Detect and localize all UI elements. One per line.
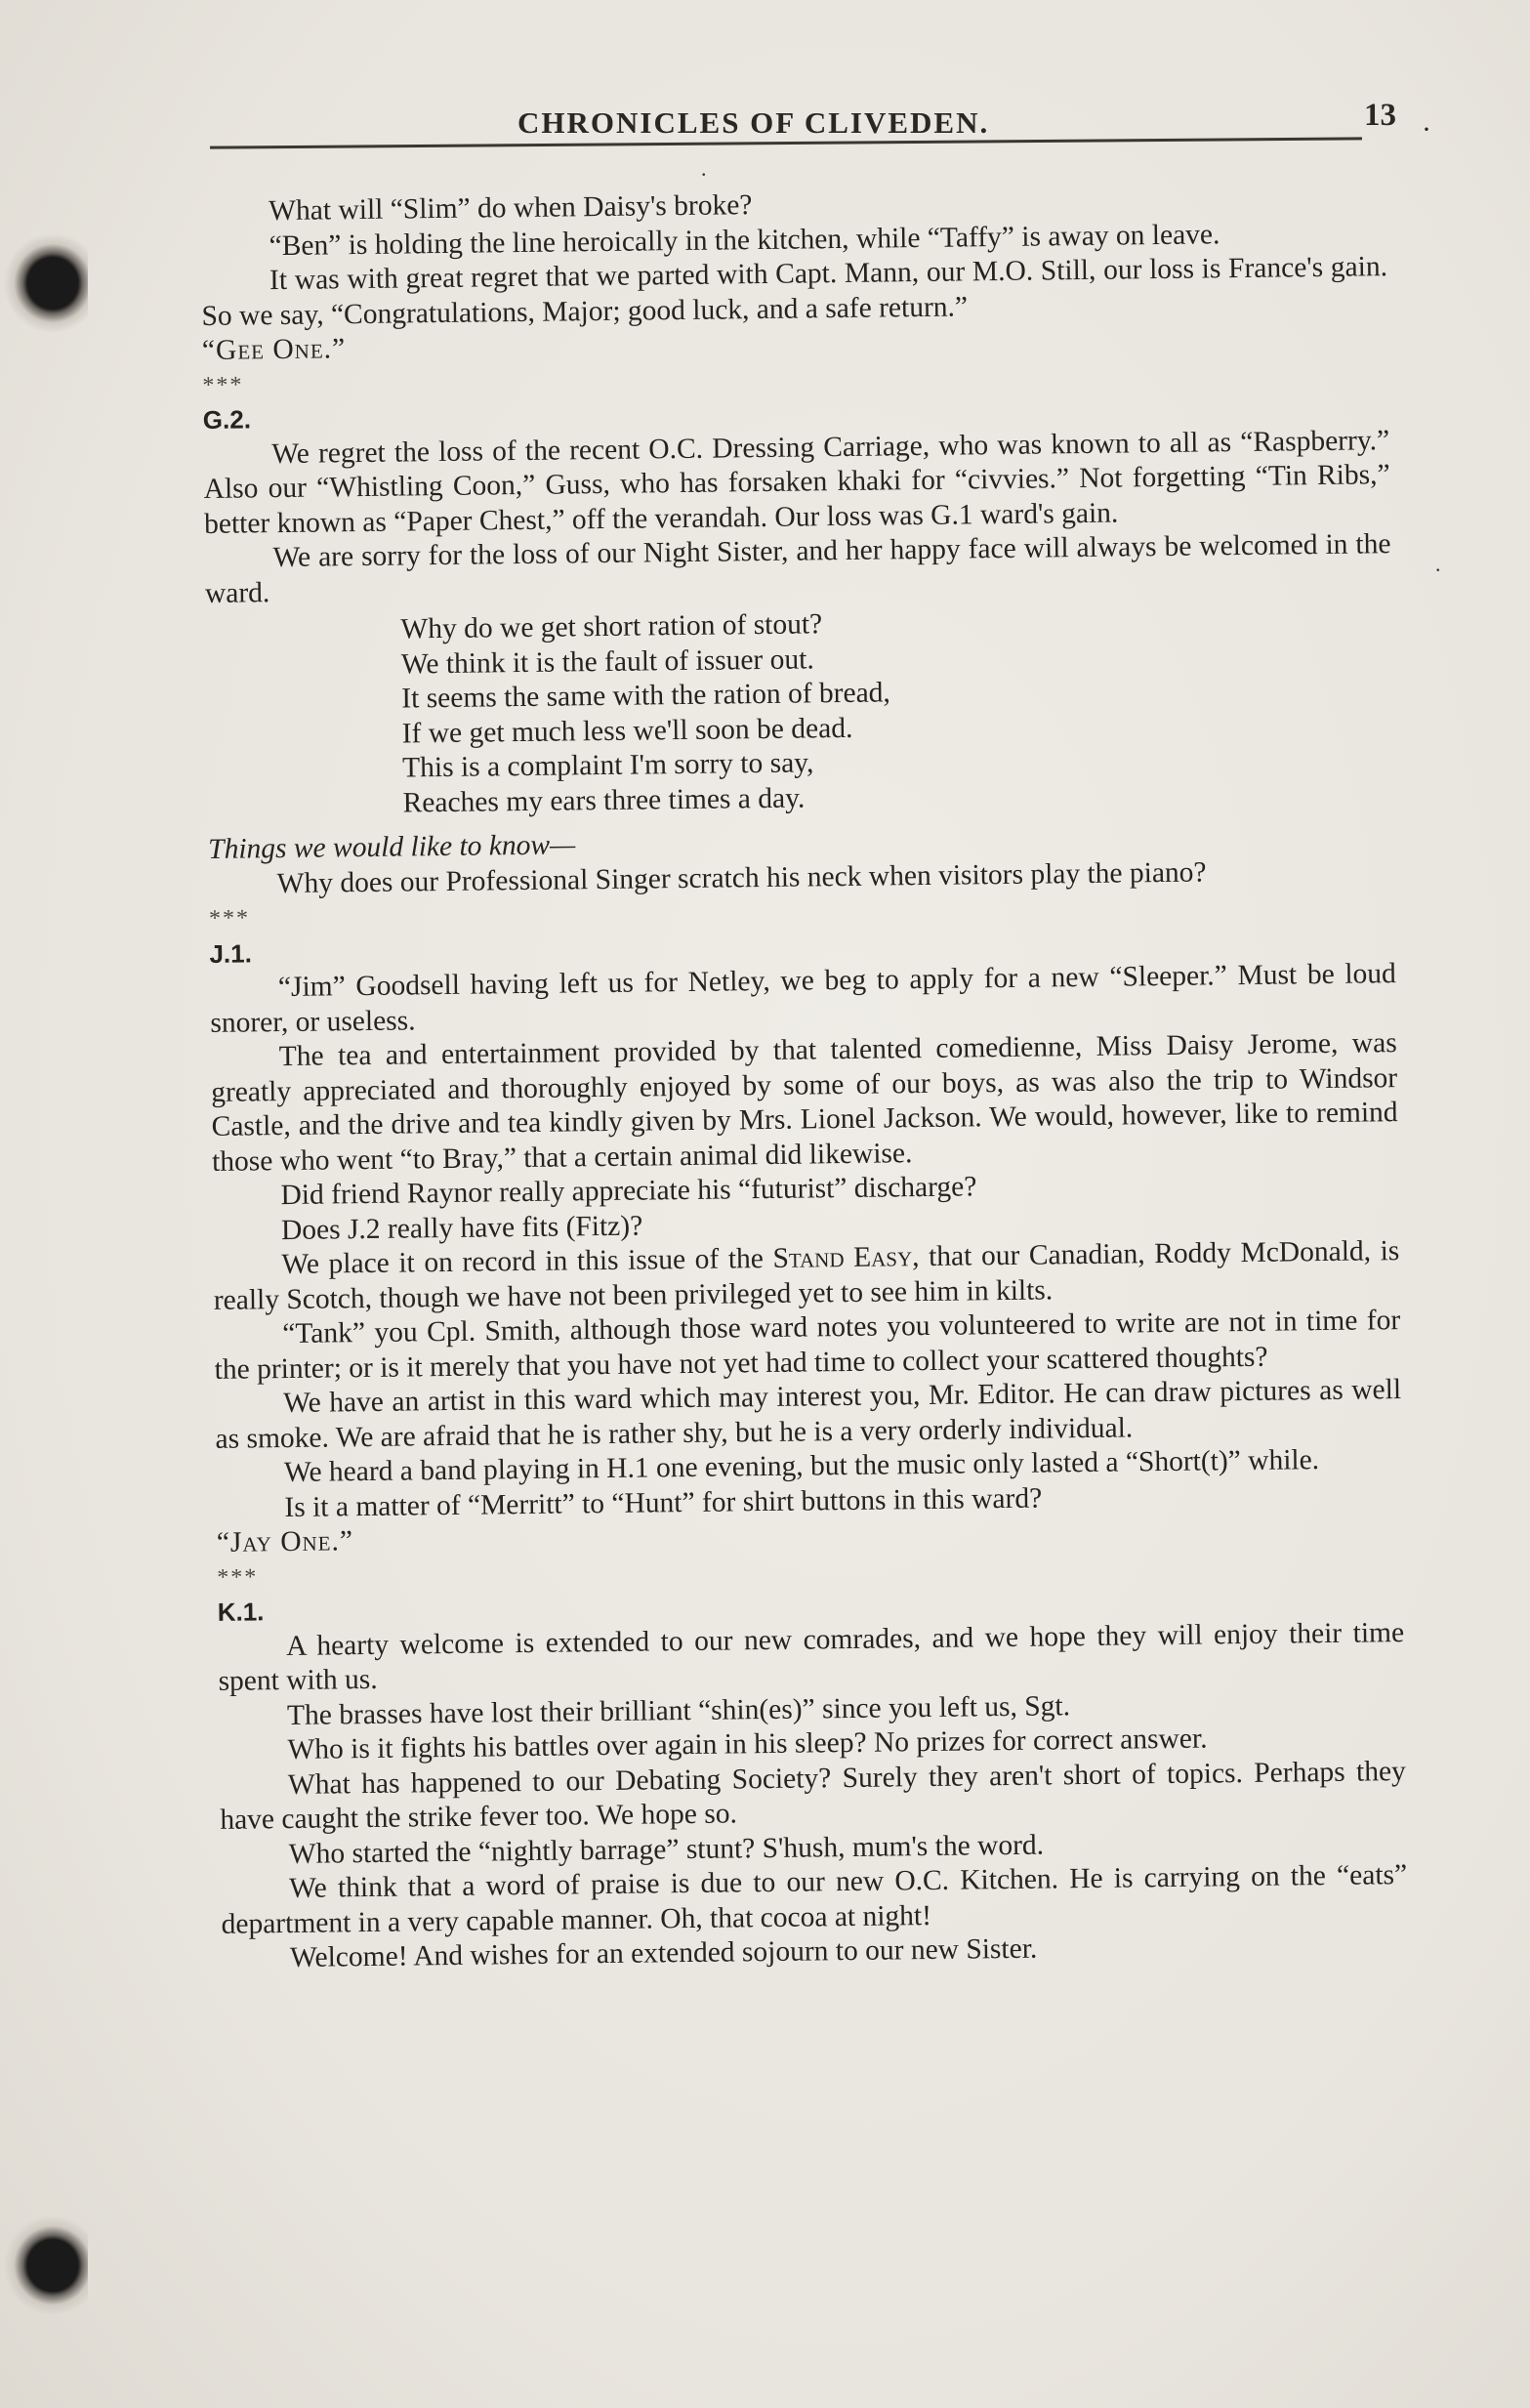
section-separator: ***	[202, 371, 244, 398]
ink-speck: .	[1435, 552, 1441, 576]
paragraph: The brasses have lost their brilliant “shin(es)” since you left us, Sgt.	[286, 1689, 1071, 1731]
paragraph: A hearty welcome is extended to our new comrades, and we hope they will enjoy their time spent with us.	[218, 1616, 1405, 1697]
paragraph: Why does our Professional Singer scratch his neck when visitors play the piano?	[276, 855, 1207, 899]
paragraph: We heard a band playing in H.1 one evening, but the music only lasted a “Short(t)” while.	[283, 1444, 1320, 1489]
section-heading-g2: G.2.	[202, 404, 252, 435]
paragraph: “Ben” is holding the line heroically in the kitchen, while “Taffy” is away on leave.	[269, 218, 1220, 262]
paragraph: We regret the loss of the recent O.C. Dressing Carriage, who was known to all as “Raspberry.” Also our “Whistling Coon,” Guss, who has forsaken khaki for “civvies.” Not forgetting “Tin Ribs,” better known as “Paper Chest,” off the verandah. Our loss was G.1 ward's gain.	[203, 424, 1390, 540]
things-heading: Things we would like to know—	[207, 829, 576, 865]
section-heading-k1: K.1.	[217, 1597, 265, 1627]
paragraph: We think that a word of praise is due to our new O.C. Kitchen. He is carrying on the “eats” department in a very capable manner. Oh, that cocoa at night!	[221, 1859, 1408, 1940]
paragraph: “Tank” you Cpl. Smith, although those ward notes you volunteered to write are not in time for the printer; or is it merely that you have not yet had time to collect your scattered thoughts?	[214, 1305, 1401, 1386]
paragraph: Who is it fights his battles over again in his sleep? No prizes for correct answer.	[287, 1723, 1208, 1766]
poem-line: Why do we get short ration of stout?	[400, 608, 823, 645]
paragraph: Who started the “nightly barrage” stunt? S'hush, mum's the word.	[288, 1829, 1045, 1870]
paragraph: Does J.2 really have fits (Fitz)?	[280, 1210, 643, 1246]
paragraph: What has happened to our Debating Society? Surely they aren't short of topics. Perhaps they have caught the strike fever too. We hope so.	[220, 1755, 1407, 1836]
section-heading-j1: J.1.	[209, 937, 253, 969]
text-run: , that our Canadian, Roddy McDonald, is really Scotch, though we have not been privileged yet to see him in kilts.	[213, 1235, 1400, 1316]
poem-line: This is a complaint I'm sorry to say,	[401, 747, 814, 784]
header-dot: ·	[1422, 113, 1431, 145]
poem-line: We think it is the fault of issuer out.	[400, 643, 814, 681]
paragraph: It was with great regret that we parted with Capt. Mann, our M.O. Still, our loss is France's gain. So we say, “Congratulations, Major; good luck, and a safe return.”	[201, 251, 1388, 332]
poem	[400, 601, 1394, 820]
page-number: 13	[1364, 98, 1396, 133]
punch-hole-bottom	[0, 2212, 88, 2319]
signature-gee-one: “Gee One.”	[201, 333, 347, 366]
poem-line: It seems the same with the ration of bread,	[401, 677, 891, 715]
article-body	[200, 181, 1408, 1976]
paragraph: “Jim” Goodsell having left us for Netley, we beg to apply for a new “Sleeper.” Must be loud snorer, or useless.	[210, 958, 1397, 1039]
punch-hole-top	[0, 229, 88, 337]
paragraph: Is it a matter of “Merritt” to “Hunt” for shirt buttons in this ward?	[284, 1482, 1043, 1523]
paragraph: We have an artist in this ward which may interest you, Mr. Editor. He can draw pictures as well as smoke. We are afraid that he is rather shy, but he is a very orderly individual.	[215, 1374, 1402, 1455]
signature-jay-one: “Jay One.”	[216, 1525, 354, 1558]
poem-line: Reaches my ears three times a day.	[402, 781, 806, 819]
running-title: CHRONICLES OF CLIVEDEN.	[517, 105, 990, 140]
section-separator: ***	[208, 905, 251, 932]
paragraph: We are sorry for the loss of our Night Sister, and her happy face will always be welcomed in the ward.	[204, 528, 1391, 609]
text-run: We place it on record in this issue of the	[281, 1242, 773, 1281]
ink-speck: .	[701, 156, 707, 181]
paragraph: The tea and entertainment provided by that talented comedienne, Miss Daisy Jerome, was greatly appreciated and thoroughly enjoyed by some of our boys, as was also the trip to Windsor Castle, and the drive and tea kindly given by Mrs. Lionel Jackson. We would, however, like to remind those who went “to Bray,” that a certain animal did likewise.	[211, 1027, 1398, 1178]
poem-line: If we get much less we'll soon be dead.	[401, 712, 853, 750]
publication-name: Stand Easy	[772, 1241, 913, 1274]
section-separator: ***	[217, 1563, 259, 1591]
paragraph: Did friend Raynor really appreciate his “futurist” discharge?	[280, 1171, 977, 1212]
paragraph: Welcome! And wishes for an extended sojourn to our new Sister.	[289, 1932, 1038, 1974]
paragraph: What will “Slim” do when Daisy's broke?	[269, 189, 753, 228]
